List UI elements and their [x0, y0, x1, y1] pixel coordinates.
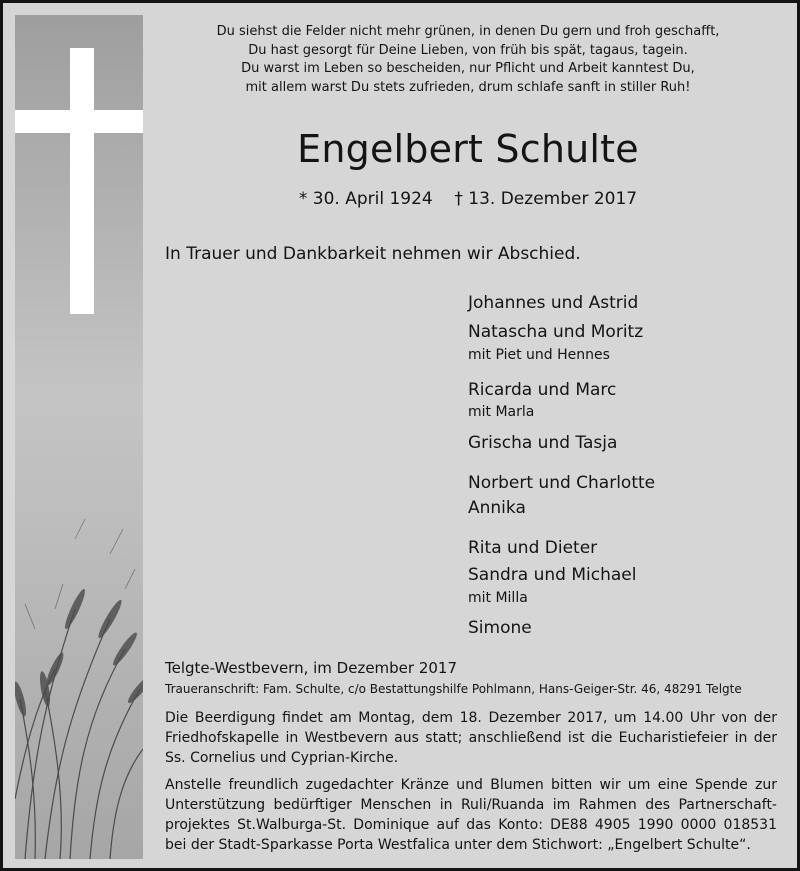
mourner: Rita und Dieter — [468, 538, 598, 558]
funeral-line: Ss. Cornelius und Cyprian-Kirche. — [165, 750, 399, 766]
farewell-line: In Trauer und Dankbarkeit nehmen wir Abschied. — [165, 244, 581, 264]
cross-icon-crossbar — [15, 110, 143, 133]
mourner: Johannes und Astrid — [468, 293, 639, 313]
donation-line: projektes St.Walburga-St. Dominique auf das Konto: DE88 4905 1990 0000 018531 — [165, 817, 777, 833]
mourner: Sandra und Michael — [468, 565, 637, 585]
wheat-stalks-graphic — [15, 499, 143, 859]
place-date: Telgte-Westbevern, im Dezember 2017 — [165, 659, 458, 677]
funeral-line: Die Beerdigung findet am Montag, dem 18. Dezember 2017, um 14.00 Uhr von der — [165, 710, 777, 726]
death-date: † 13. Dezember 2017 — [454, 189, 638, 209]
condolence-address: Traueranschrift: Fam. Schulte, c/o Bestattungshilfe Pohlmann, Hans-Geiger-Str. 46, 48291 Telgte — [165, 682, 742, 696]
mourner: Ricarda und Marc — [468, 380, 617, 400]
mourner-note: mit Piet und Hennes — [468, 347, 610, 363]
mourner: Simone — [468, 618, 532, 638]
poem — [153, 23, 783, 97]
donation-paragraph — [165, 775, 777, 855]
donation-line: Unterstützung bedürftiger Menschen in Ruli/Ruanda im Rahmen des Partnerschaft- — [165, 797, 777, 813]
wheat-field-image — [15, 15, 143, 859]
poem-line: Du siehst die Felder nicht mehr grünen, in denen Du gern und froh geschafft, — [216, 24, 720, 39]
mourner: Grischa und Tasja — [468, 433, 618, 453]
cross-icon — [70, 48, 94, 314]
deceased-name: Engelbert Schulte — [297, 127, 639, 171]
funeral-paragraph — [165, 708, 777, 768]
poem-line: mit allem warst Du stets zufrieden, drum schlafe sanft in stiller Ruh! — [245, 79, 691, 95]
mourner: Norbert und Charlotte — [468, 473, 656, 493]
poem-line: Du hast gesorgt für Deine Lieben, von früh bis spät, tagaus, tagein. — [248, 42, 688, 58]
funeral-line: Friedhofskapelle in Westbevern aus statt; anschließend ist die Eucharistiefeier in der — [165, 730, 777, 746]
donation-line: Anstelle freundlich zugedachter Kränze und Blumen bitten wir um eine Spende zur — [165, 777, 777, 793]
mourner-note: mit Marla — [468, 404, 535, 420]
life-dates — [153, 188, 783, 210]
poem-line: Du warst im Leben so bescheiden, nur Pflicht und Arbeit kanntest Du, — [241, 61, 695, 76]
birth-date: * 30. April 1924 — [298, 189, 433, 209]
mourner: Annika — [468, 498, 526, 518]
mourner-note: mit Milla — [468, 590, 528, 606]
mourner: Natascha und Moritz — [468, 322, 644, 342]
donation-line: bei der Stadt-Sparkasse Porta Westfalica unter dem Stichwort: „Engelbert Schulte“. — [165, 837, 751, 853]
